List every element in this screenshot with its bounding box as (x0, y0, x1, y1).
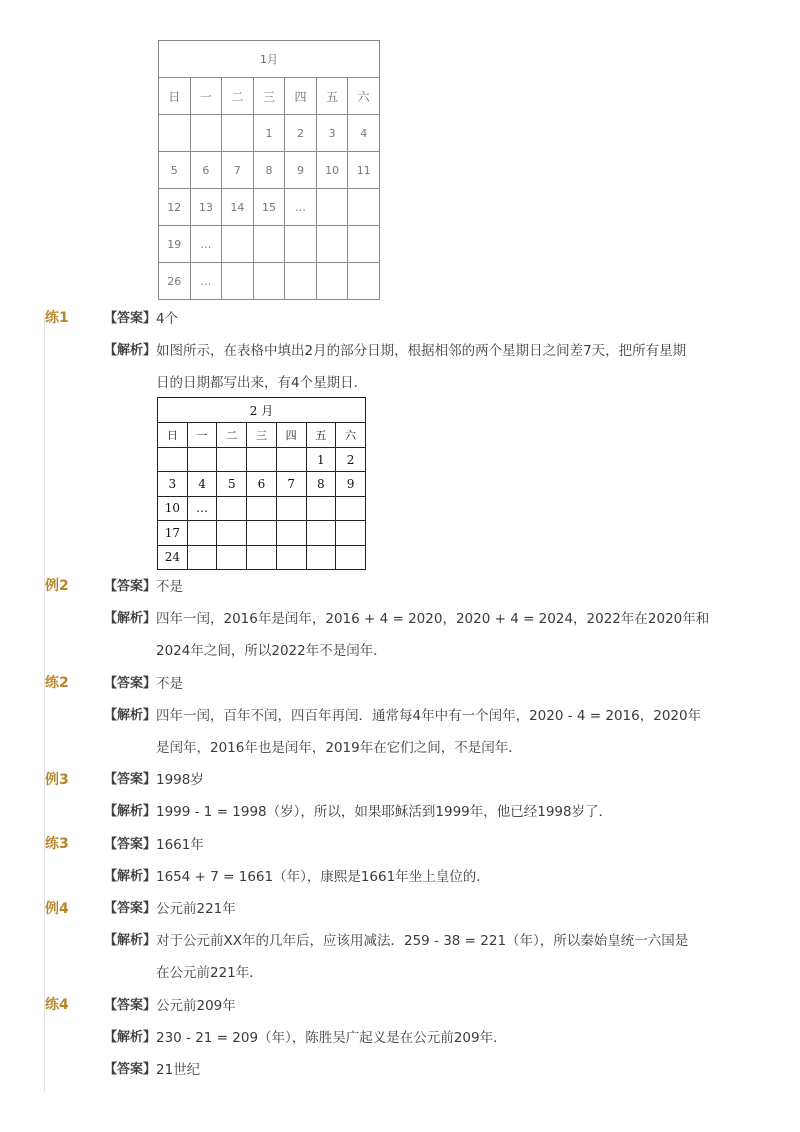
date-cell: … (190, 263, 222, 300)
calendar-title: 1月 (159, 41, 380, 78)
date-cell: 5 (159, 152, 191, 189)
analysis-label: 【解析】 (104, 869, 157, 884)
date-cell (187, 545, 217, 569)
date-cell: … (190, 226, 222, 263)
date-cell: 1 (253, 115, 285, 152)
weekday-cell: 四 (285, 78, 317, 115)
answer-label: 【答案】 (104, 998, 157, 1013)
date-cell: 19 (159, 226, 191, 263)
analysis-label: 【解析】 (104, 933, 157, 948)
date-cell (276, 545, 306, 569)
calendar-february (157, 397, 366, 570)
weekday-cell: 五 (316, 78, 348, 115)
date-cell: 8 (306, 472, 336, 496)
analysis-label: 【解析】 (104, 1030, 157, 1045)
date-cell: 3 (158, 472, 188, 496)
date-cell (316, 189, 348, 226)
date-cell: … (187, 496, 217, 520)
date-cell (348, 263, 380, 300)
problem-tag: 例2 (45, 578, 69, 594)
date-cell: 9 (285, 152, 317, 189)
answer-text: 不是 (156, 676, 183, 692)
date-cell (336, 521, 366, 545)
analysis-text: 对于公元前XX年的几年后，应该用减法．259 - 38 = 221（年），所以秦始皇统一六国是 (156, 933, 689, 949)
date-cell (253, 226, 285, 263)
date-cell (276, 496, 306, 520)
date-cell (217, 545, 247, 569)
date-cell: 5 (217, 472, 247, 496)
answer-text: 1998岁 (156, 772, 204, 788)
date-cell (276, 521, 306, 545)
date-cell (222, 263, 254, 300)
date-cell: 6 (247, 472, 277, 496)
date-cell (285, 263, 317, 300)
problem-tag: 例4 (45, 901, 69, 917)
weekday-cell: 一 (190, 78, 222, 115)
date-cell: 4 (187, 472, 217, 496)
calendar-title: 2 月 (158, 398, 366, 423)
date-cell (285, 226, 317, 263)
answer-label: 【答案】 (104, 837, 157, 852)
date-cell (247, 447, 277, 471)
date-cell (247, 496, 277, 520)
weekday-cell: 三 (253, 78, 285, 115)
answer-label: 【答案】 (104, 772, 157, 787)
date-cell (348, 189, 380, 226)
answer-text: 4个 (156, 311, 179, 327)
answer-label: 【答案】 (104, 579, 157, 594)
date-cell (253, 263, 285, 300)
date-cell (276, 447, 306, 471)
date-cell (222, 115, 254, 152)
weekday-cell: 二 (222, 78, 254, 115)
date-cell: 15 (253, 189, 285, 226)
date-cell: 26 (159, 263, 191, 300)
date-cell (217, 521, 247, 545)
date-cell: 4 (348, 115, 380, 152)
answer-text: 不是 (156, 579, 183, 595)
left-margin-rule (44, 316, 45, 1092)
date-cell (187, 521, 217, 545)
date-cell: … (285, 189, 317, 226)
problem-tag: 练2 (45, 675, 69, 691)
answer-label: 【答案】 (104, 676, 157, 691)
answer-text: 公元前221年 (156, 901, 236, 917)
calendar-january (158, 40, 380, 300)
problem-tag: 练4 (45, 997, 69, 1013)
analysis-label: 【解析】 (104, 804, 157, 819)
date-cell: 9 (336, 472, 366, 496)
date-cell: 7 (222, 152, 254, 189)
date-cell (222, 226, 254, 263)
date-cell: 2 (336, 447, 366, 471)
analysis-label: 【解析】 (104, 343, 157, 358)
date-cell: 24 (158, 545, 188, 569)
analysis-text-continued: 是闰年，2016年也是闰年，2019年在它们之间，不是闰年． (156, 740, 522, 756)
date-cell: 12 (159, 189, 191, 226)
problem-tag: 练3 (45, 836, 69, 852)
problem-tag: 例3 (45, 772, 69, 788)
date-cell (187, 447, 217, 471)
date-cell (159, 115, 191, 152)
problem-tag: 练1 (45, 310, 69, 326)
date-cell: 17 (158, 521, 188, 545)
analysis-text-continued: 在公元前221年． (156, 965, 263, 981)
date-cell: 14 (222, 189, 254, 226)
answer-text: 公元前209年 (156, 998, 236, 1014)
date-cell (306, 545, 336, 569)
analysis-text: 四年一闰，2016年是闰年，2016 + 4 = 2020，2020 + 4 = 2024，2022年在2020年和 (156, 611, 710, 627)
answer-label: 【答案】 (104, 311, 157, 326)
date-cell (348, 226, 380, 263)
analysis-text: 1999 - 1 = 1998（岁），所以，如果耶稣活到1999年，他已经1998岁了． (156, 804, 613, 820)
date-cell: 7 (276, 472, 306, 496)
analysis-text: 230 - 21 = 209（年），陈胜吴广起义是在公元前209年． (156, 1030, 507, 1046)
date-cell (190, 115, 222, 152)
date-cell (306, 521, 336, 545)
weekday-cell: 四 (276, 423, 306, 447)
analysis-text: 1654 + 7 = 1661（年），康熙是1661年坐上皇位的． (156, 869, 490, 885)
analysis-text-continued: 日的日期都写出来，有4个星期日． (156, 375, 368, 391)
date-cell (217, 447, 247, 471)
answer-label: 【答案】 (104, 1062, 157, 1077)
weekday-cell: 二 (217, 423, 247, 447)
analysis-text: 四年一闰，百年不闰，四百年再闰．通常每4年中有一个闰年，2020 - 4 = 2016，2020年 (156, 708, 702, 724)
analysis-label: 【解析】 (104, 611, 157, 626)
date-cell (247, 545, 277, 569)
answer-text: 21世纪 (156, 1062, 201, 1078)
weekday-cell: 五 (306, 423, 336, 447)
weekday-cell: 日 (158, 423, 188, 447)
date-cell: 8 (253, 152, 285, 189)
date-cell: 1 (306, 447, 336, 471)
weekday-cell: 日 (159, 78, 191, 115)
date-cell (336, 545, 366, 569)
weekday-cell: 一 (187, 423, 217, 447)
date-cell (306, 496, 336, 520)
date-cell: 10 (316, 152, 348, 189)
date-cell (336, 496, 366, 520)
date-cell: 11 (348, 152, 380, 189)
weekday-cell: 三 (247, 423, 277, 447)
date-cell (316, 263, 348, 300)
date-cell (316, 226, 348, 263)
analysis-label: 【解析】 (104, 708, 157, 723)
date-cell: 3 (316, 115, 348, 152)
date-cell: 10 (158, 496, 188, 520)
weekday-cell: 六 (336, 423, 366, 447)
date-cell: 6 (190, 152, 222, 189)
date-cell (247, 521, 277, 545)
date-cell (217, 496, 247, 520)
date-cell: 13 (190, 189, 222, 226)
date-cell (158, 447, 188, 471)
analysis-text: 如图所示，在表格中填出2月的部分日期，根据相邻的两个星期日之间差7天，把所有星期 (156, 343, 687, 359)
date-cell: 2 (285, 115, 317, 152)
weekday-cell: 六 (348, 78, 380, 115)
answer-label: 【答案】 (104, 901, 157, 916)
analysis-text-continued: 2024年之间，所以2022年不是闰年． (156, 643, 387, 659)
answer-text: 1661年 (156, 837, 204, 853)
